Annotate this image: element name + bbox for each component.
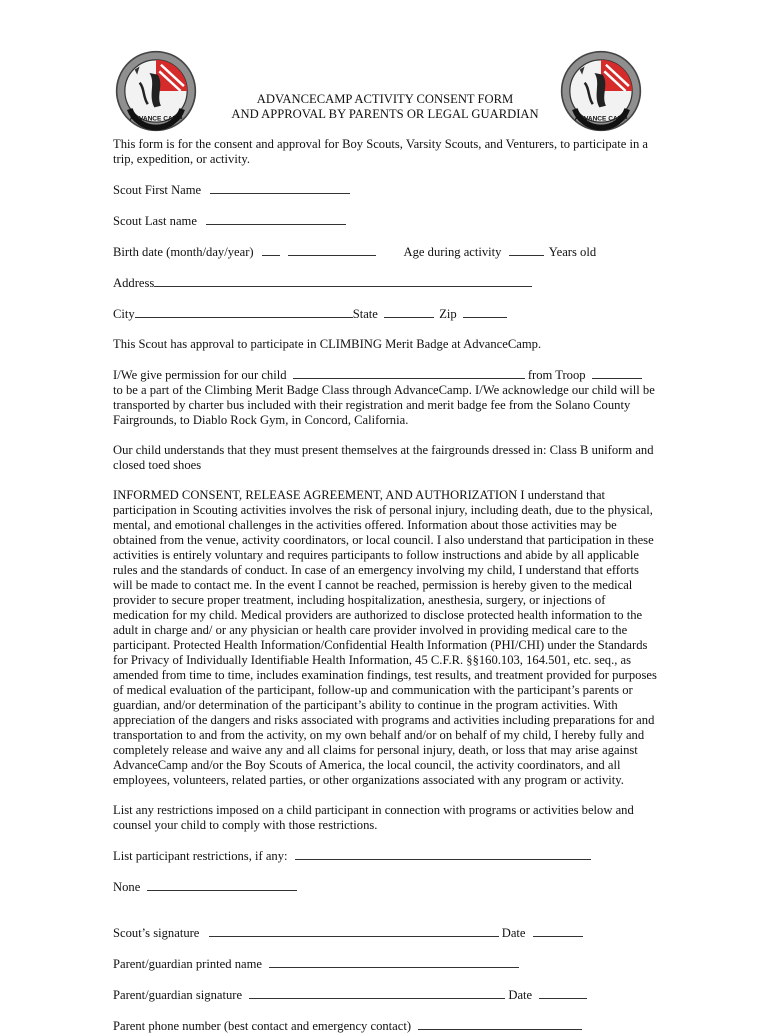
zip-field[interactable] [463,306,507,318]
permission-text: to be a part of the Climbing Merit Badge Class through AdvanceCamp. I/We acknowledge our child will be transported by charter bus included with their registration and merit badge fee from the Solano County Fairgrounds, to Diablo Rock Gym, in Concord, California. [113,383,655,427]
years-old-label: Years old [548,245,597,259]
city-field[interactable] [135,306,353,318]
scout-date-field[interactable] [533,925,583,937]
none-row [113,879,661,895]
from-troop-label: from Troop [527,368,586,382]
none-label: None [113,880,141,894]
birth-age-row [113,244,661,260]
birth-date-field-1[interactable] [262,244,280,256]
title-line-2: AND APPROVAL BY PARENTS OR LEGAL GUARDIAN [231,107,539,121]
scout-signature-label: Scout’s signature [113,926,200,940]
parent-printed-label: Parent/guardian printed name [113,957,262,971]
parent-printed-row [113,956,661,972]
restrictions-label: List participant restrictions, if any: [113,849,288,863]
first-name-row [113,182,661,198]
age-field[interactable] [509,244,544,256]
state-field[interactable] [384,306,434,318]
address-row [113,275,661,291]
parent-phone-row [113,1018,661,1034]
last-name-row [113,213,661,229]
form-body [113,137,661,1034]
last-name-field[interactable] [206,213,346,225]
title-line-1: ADVANCECAMP ACTIVITY CONSENT FORM [256,92,514,106]
restrictions-row [113,848,661,864]
logo-text-right: ADVANCE CAMP [574,115,628,123]
parent-phone-field[interactable] [418,1018,582,1030]
parent-signature-row [113,987,661,1003]
approval-text: This Scout has approval to participate in CLIMBING Merit Badge at AdvanceCamp. [113,337,542,351]
zip-label: Zip [439,307,457,321]
address-field[interactable] [154,275,532,287]
restrictions-field[interactable] [295,848,591,860]
city-label: City [113,307,135,321]
parent-date-field[interactable] [539,987,587,999]
age-label: Age during activity [403,245,502,259]
birth-date-field-2[interactable] [288,244,376,256]
informed-consent-text: INFORMED CONSENT, RELEASE AGREEMENT, AND AUTHORIZATION I understand that participation in Scouting activities involves the risk of personal injury, including death, due to the physical, mental, and emotional challenges in the activities offered. Information about those activities may be obtained from the venue, activity coordinators, or local council. I also understand that participation in these activities is entirely voluntary and requires participants to follow instructions and abide by all applicable rules and the standards of conduct. In case of an emergency involving my child, I understand that efforts will be made to contact me. In the event I cannot be reached, permission is hereby given to the medical provider to secure proper treatment, including hospitalization, anesthesia, surgery, or injections of medication for my child. Medical providers are authorized to disclose protected health information to the adult in charge and/ or any physician or health care provider involved in providing medical care to the participant. Protected Health Information/Confidential Health Information (PHI/CHI) under the Standards for Privacy of Individually Identifiable Health Information, 45 C.F.R. §§160.103, 164.501, etc. seq., as amended from time to time, includes examination findings, test results, and treatment provided for purposes of medical evaluation of the participant, follow-up and communication with the participant’s parents or guardian, and/or determination of the participant’s ability to continue in the program activities. With appreciation of the dangers and risks associated with programs and activities including preparations for and transportation to and from the activity, on my own behalf and/or on behalf of my child, I hereby fully and completely release and waive any and all claims for personal injury, death, or loss that may arise against AdvanceCamp and/or the Boy Scouts of America, the local council, the activity coordinators, and all employees, volunteers, related parties, or other organizations associated with any program or activity. [113,488,657,787]
none-field[interactable] [147,879,297,891]
permission-prefix: I/We give permission for our child [113,368,287,382]
form-title [0,92,770,122]
parent-printed-field[interactable] [269,956,519,968]
restrictions-instructions: List any restrictions imposed on a child participant in connection with programs or activities below and counsel your child to comply with those restrictions. [113,803,634,832]
first-name-field[interactable] [210,182,350,194]
scout-date-label: Date [501,926,526,940]
scout-signature-field[interactable] [209,925,499,937]
city-state-zip-row [113,306,661,322]
logo-text-left: ADVANCE CAMP [129,115,183,123]
first-name-label: Scout First Name [113,183,202,197]
parent-signature-field[interactable] [249,987,505,999]
permission-paragraph [113,367,661,428]
address-label: Address [113,276,155,290]
parent-signature-label: Parent/guardian signature [113,988,243,1002]
last-name-label: Scout Last name [113,214,197,228]
birth-date-label: Birth date (month/day/year) [113,245,254,259]
intro-text: This form is for the consent and approval for Boy Scouts, Varsity Scouts, and Venturers, to participate in a trip, expedition, or activity. [113,137,649,166]
dress-code-text: Our child understands that they must present themselves at the fairgrounds dressed in: Class B uniform and closed toed shoes [113,443,654,472]
scout-signature-row [113,925,661,941]
parent-phone-label: Parent phone number (best contact and emergency contact) [113,1019,412,1033]
parent-date-label: Date [508,988,533,1002]
child-name-field[interactable] [293,367,525,379]
state-label: State [352,307,378,321]
permission-first-line [113,367,661,383]
troop-field[interactable] [592,367,642,379]
